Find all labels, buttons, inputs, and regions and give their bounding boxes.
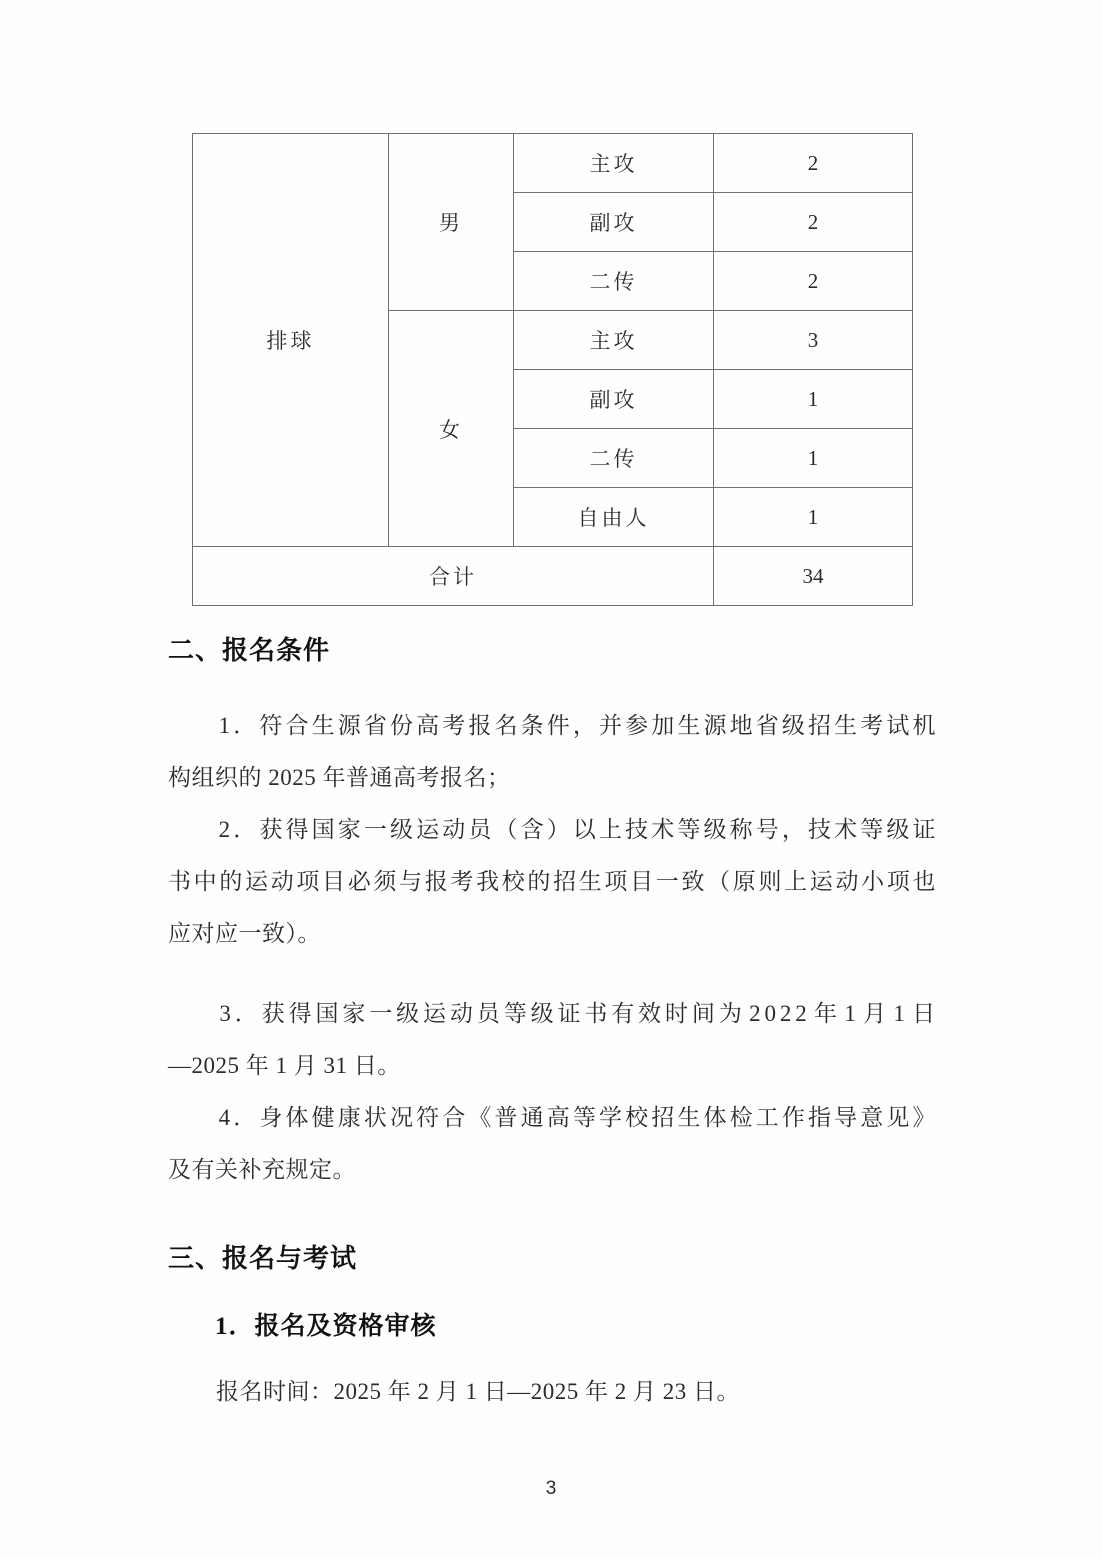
section-heading-two: 二、报名条件: [168, 635, 331, 665]
glyph: 普: [494, 1105, 518, 1130]
glyph: 加: [651, 713, 675, 738]
glyph: 身: [259, 1105, 283, 1130]
glyph: 招: [651, 1105, 675, 1130]
glyph: 条: [520, 713, 545, 738]
glyph: 技: [808, 817, 832, 842]
glyph: 号: [755, 817, 780, 842]
position-cell: 主攻: [514, 311, 714, 370]
glyph: ．: [233, 1105, 257, 1130]
glyph: 我: [476, 869, 500, 894]
glyph: 项: [886, 869, 911, 894]
position-cell: 二传: [514, 429, 714, 488]
quota-table-container: [192, 133, 912, 606]
glyph: 称: [729, 817, 754, 842]
sport-cell: 排球: [193, 134, 389, 547]
glyph: 2: [795, 1001, 808, 1026]
enrollment-quota-table: [192, 133, 913, 606]
glyph: 运: [416, 817, 440, 842]
glyph: 1: [893, 1001, 906, 1026]
glyph: （: [494, 817, 518, 842]
position-cell: 主攻: [514, 134, 714, 193]
glyph: 通: [520, 1105, 545, 1130]
glyph: 有: [611, 1001, 635, 1026]
glyph: 中: [193, 869, 218, 894]
glyph: 书: [168, 869, 192, 894]
glyph: 招: [808, 713, 832, 738]
glyph: 并: [599, 713, 623, 738]
paragraph-line: [168, 804, 936, 856]
glyph: 则: [758, 869, 782, 894]
gender-cell-male: 男: [389, 134, 514, 311]
condition-item-4: [168, 1092, 936, 1196]
glyph: 2: [749, 1001, 762, 1026]
position-cell: 自由人: [514, 488, 714, 547]
glyph: ，: [781, 817, 806, 842]
glyph: 家: [342, 1001, 366, 1026]
table-row-total: [193, 547, 913, 606]
count-cell: 1: [714, 429, 913, 488]
glyph: 时: [665, 1001, 689, 1026]
glyph: 健: [311, 1105, 336, 1130]
glyph: 一: [363, 817, 388, 842]
glyph: 等: [677, 817, 701, 842]
glyph: 工: [755, 1105, 780, 1130]
glyph: 原: [732, 869, 757, 894]
table-row: [193, 134, 913, 193]
glyph: 试: [886, 713, 910, 738]
glyph: 目: [322, 869, 346, 894]
count-cell: 2: [714, 134, 913, 193]
glyph: 1: [218, 713, 231, 738]
glyph: 必: [347, 869, 372, 894]
glyph: 术: [834, 817, 858, 842]
glyph: 含: [520, 817, 545, 842]
paragraph-line: —2025 年 1 月 31 日。: [168, 1053, 401, 1078]
glyph: 体: [703, 1105, 727, 1130]
section-heading-three: 三、报名与考试: [168, 1243, 358, 1273]
glyph: 学: [599, 1105, 623, 1130]
glyph: （: [707, 869, 731, 894]
glyph: 得: [288, 1001, 313, 1026]
glyph: 国: [315, 1001, 339, 1026]
glyph: 级: [703, 817, 727, 842]
glyph: 《: [468, 1105, 492, 1130]
count-cell: 3: [714, 311, 913, 370]
glyph: 省: [755, 713, 780, 738]
first-line-indent: [168, 988, 216, 1040]
glyph: 生: [677, 713, 701, 738]
glyph: 省: [363, 713, 388, 738]
glyph: 源: [703, 713, 727, 738]
glyph: 员: [468, 817, 492, 842]
glyph: 报: [424, 869, 449, 894]
glyph: 年: [814, 1001, 838, 1026]
glyph: 动: [442, 817, 466, 842]
glyph: 一: [655, 869, 680, 894]
glyph: 书: [584, 1001, 608, 1026]
glyph: 间: [691, 1001, 716, 1026]
glyph: 校: [625, 1105, 649, 1130]
glyph: 上: [599, 817, 623, 842]
glyph: 证: [912, 817, 936, 842]
glyph: 1: [844, 1001, 857, 1026]
glyph: 级: [886, 817, 910, 842]
gender-cell-female: 女: [389, 311, 514, 547]
glyph: 小: [861, 869, 885, 894]
condition-item-2: [168, 804, 936, 960]
subsection-heading-registration: 1．报名及资格审核: [215, 1313, 437, 1340]
glyph: 术: [651, 817, 675, 842]
registration-time-paragraph: [168, 1366, 936, 1418]
glyph: 符: [416, 1105, 440, 1130]
glyph: ）: [546, 817, 571, 842]
glyph: 运: [809, 869, 834, 894]
glyph: 符: [259, 713, 283, 738]
glyph: 高: [546, 1105, 571, 1130]
total-value-cell: 34: [714, 547, 913, 606]
glyph: 项: [296, 869, 320, 894]
glyph: 的: [219, 869, 243, 894]
glyph: 也: [912, 869, 936, 894]
glyph: 级: [781, 713, 806, 738]
glyph: 须: [373, 869, 397, 894]
glyph: ．: [233, 713, 257, 738]
glyph: 效: [638, 1001, 662, 1026]
glyph: 级: [396, 1001, 420, 1026]
glyph: 报: [468, 713, 492, 738]
glyph: 获: [261, 1001, 286, 1026]
glyph: 源: [337, 713, 362, 738]
glyph: 考: [450, 869, 474, 894]
paragraph-line: 报名时间：2025 年 2 月 1 日—2025 年 2 月 23 日。: [216, 1379, 740, 1404]
glyph: 生: [834, 713, 858, 738]
first-line-indent: [168, 1092, 216, 1144]
glyph: 份: [390, 713, 414, 738]
glyph: 等: [572, 1105, 597, 1130]
glyph: 件: [546, 713, 571, 738]
glyph: 技: [625, 817, 649, 842]
glyph: 体: [285, 1105, 309, 1130]
glyph: 家: [337, 817, 362, 842]
glyph: 0: [764, 1001, 777, 1026]
glyph: 意: [860, 1105, 884, 1130]
glyph: 致: [681, 869, 705, 894]
glyph: 3: [219, 1001, 232, 1026]
total-label-cell: 合计: [193, 547, 714, 606]
glyph: 为: [718, 1001, 743, 1026]
glyph: 作: [781, 1105, 806, 1130]
glyph: 考: [860, 713, 884, 738]
glyph: 地: [729, 713, 754, 738]
paragraph-line: [168, 700, 936, 752]
glyph: 动: [835, 869, 859, 894]
paragraph-line: 构组织的 2025 年普通高考报名；: [168, 765, 511, 790]
glyph: 见: [886, 1105, 910, 1130]
glyph: ．: [234, 1001, 259, 1026]
glyph: 招: [553, 869, 577, 894]
glyph: ．: [233, 817, 257, 842]
glyph: 上: [784, 869, 808, 894]
count-cell: 1: [714, 488, 913, 547]
paragraph-line: 应对应一致）。: [168, 921, 321, 946]
condition-item-3: [168, 988, 936, 1092]
paragraph-line: 及有关补充规定。: [168, 1157, 356, 1182]
glyph: 与: [399, 869, 423, 894]
glyph: 生: [677, 1105, 701, 1130]
glyph: 检: [729, 1105, 754, 1130]
glyph: 》: [912, 1105, 936, 1130]
glyph: 运: [245, 869, 269, 894]
glyph: 项: [604, 869, 628, 894]
glyph: 动: [270, 869, 295, 894]
condition-item-1: [168, 700, 936, 804]
glyph: 2: [779, 1001, 792, 1026]
glyph: 合: [442, 1105, 466, 1130]
glyph: 得: [285, 817, 309, 842]
glyph: 生: [311, 713, 336, 738]
count-cell: 2: [714, 193, 913, 252]
glyph: 运: [423, 1001, 447, 1026]
glyph: 证: [557, 1001, 581, 1026]
glyph: 以: [572, 817, 597, 842]
glyph: 级: [530, 1001, 555, 1026]
position-cell: 副攻: [514, 370, 714, 429]
first-line-indent: [168, 804, 216, 856]
glyph: 高: [416, 713, 440, 738]
glyph: 动: [449, 1001, 474, 1026]
glyph: 生: [578, 869, 603, 894]
glyph: 日: [912, 1001, 936, 1026]
first-line-indent: [168, 700, 216, 752]
glyph: 一: [369, 1001, 393, 1026]
glyph: 导: [834, 1105, 858, 1130]
glyph: 目: [630, 869, 654, 894]
position-cell: 二传: [514, 252, 714, 311]
glyph: 指: [808, 1105, 832, 1130]
glyph: 参: [625, 713, 649, 738]
glyph: 校: [501, 869, 526, 894]
glyph: 等: [860, 817, 884, 842]
glyph: 康: [337, 1105, 362, 1130]
glyph: 2: [218, 817, 231, 842]
paragraph-line: [168, 1092, 936, 1144]
glyph: 的: [527, 869, 551, 894]
glyph: ，: [572, 713, 597, 738]
glyph: 级: [390, 817, 414, 842]
glyph: 国: [311, 817, 336, 842]
paragraph-line: [168, 856, 936, 908]
glyph: 况: [390, 1105, 414, 1130]
glyph: 4: [218, 1105, 231, 1130]
glyph: 等: [503, 1001, 528, 1026]
glyph: 获: [259, 817, 283, 842]
glyph: 月: [863, 1001, 887, 1026]
glyph: 状: [363, 1105, 388, 1130]
position-cell: 副攻: [514, 193, 714, 252]
count-cell: 1: [714, 370, 913, 429]
count-cell: 2: [714, 252, 913, 311]
glyph: 合: [285, 713, 309, 738]
glyph: 考: [442, 713, 466, 738]
glyph: 机: [912, 713, 936, 738]
paragraph-line: [168, 988, 936, 1040]
page-number: 3: [545, 1478, 557, 1499]
glyph: 员: [476, 1001, 501, 1026]
glyph: 名: [494, 713, 518, 738]
